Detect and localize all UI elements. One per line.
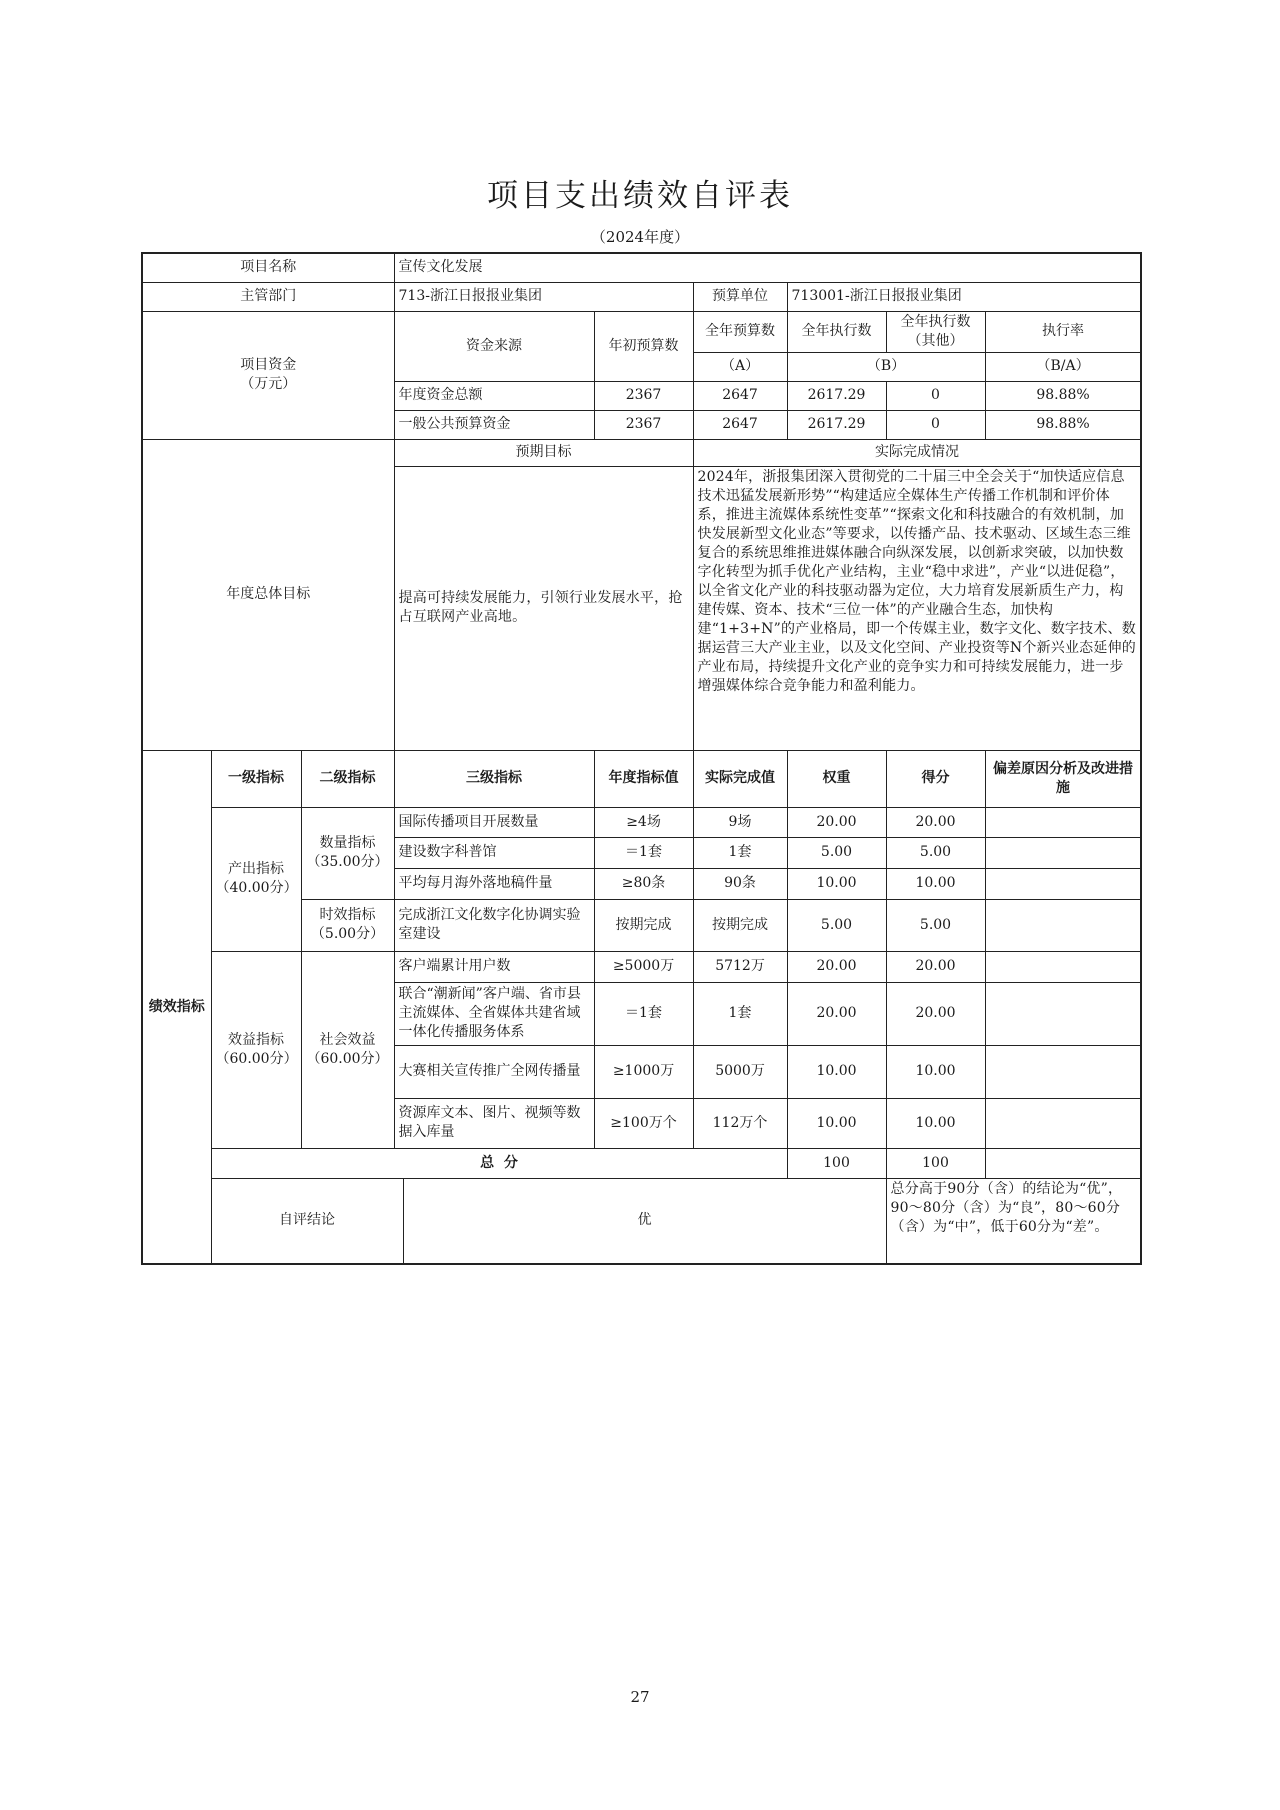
page-number: 27 [630, 1688, 650, 1706]
indicator-score: 10.00 [886, 1045, 985, 1098]
indicator-target: ≥1000万 [594, 1045, 693, 1098]
funds-row-rate: 98.88% [985, 381, 1141, 410]
indicator-score: 10.00 [886, 868, 985, 899]
page-subtitle: （2024年度） [590, 228, 690, 246]
output-group: 产出指标（40.00分） [211, 807, 301, 951]
funds-row-budget: 2647 [693, 410, 787, 439]
evaluation-table [141, 252, 1142, 1265]
goals-expected-header: 预期目标 [394, 439, 693, 466]
indicator-target: ≥4场 [594, 807, 693, 837]
actual-header: 实际完成值 [693, 750, 787, 807]
indicator-actual: 90条 [693, 868, 787, 899]
indicator-actual: 按期完成 [693, 899, 787, 951]
unit-label: 预算单位 [693, 282, 787, 311]
indicators-label: 绩效指标 [142, 750, 211, 1264]
funds-exec-header: 全年执行数 [787, 311, 886, 352]
total-label: 总 分 [211, 1148, 787, 1178]
indicator-actual: 1套 [693, 982, 787, 1045]
indicator-target: ＝1套 [594, 982, 693, 1045]
indicator-name: 联合“潮新闻”客户端、省市县主流媒体、全省媒体共建省域一体化传播服务体系 [394, 982, 594, 1045]
indicator-analysis [985, 899, 1141, 951]
funds-row-exec: 2617.29 [787, 381, 886, 410]
indicator-analysis [985, 951, 1141, 982]
project-name-value: 宣传文化发展 [394, 253, 1141, 282]
unit-value: 713001-浙江日报报业集团 [787, 282, 1141, 311]
total-analysis [985, 1148, 1141, 1178]
indicator-score: 5.00 [886, 899, 985, 951]
funds-row-other: 0 [886, 410, 985, 439]
level2-header: 二级指标 [301, 750, 394, 807]
dept-label: 主管部门 [142, 282, 394, 311]
indicator-score: 5.00 [886, 837, 985, 868]
funds-row-budget: 2647 [693, 381, 787, 410]
weight-header: 权重 [787, 750, 886, 807]
indicator-weight: 10.00 [787, 1098, 886, 1148]
page-title: 项目支出绩效自评表 [487, 178, 793, 214]
project-name-label: 项目名称 [142, 253, 394, 282]
funds-budget-header: 全年预算数 [693, 311, 787, 352]
funds-rate-header: 执行率 [985, 311, 1141, 352]
indicator-analysis [985, 1098, 1141, 1148]
target-header: 年度指标值 [594, 750, 693, 807]
conclusion-label: 自评结论 [211, 1178, 403, 1264]
benefit-group: 效益指标（60.00分） [211, 951, 301, 1148]
indicator-name: 大赛相关宣传推广全网传播量 [394, 1045, 594, 1098]
level3-header: 三级指标 [394, 750, 594, 807]
indicator-analysis [985, 807, 1141, 837]
total-weight: 100 [787, 1148, 886, 1178]
indicator-analysis [985, 837, 1141, 868]
conclusion-note: 总分高于90分（含）的结论为“优”，90～80分（含）为“良”，80～60分（含）为“中”，低于60分为“差”。 [886, 1178, 1141, 1264]
conclusion-value: 优 [403, 1178, 886, 1264]
funds-row-initial: 2367 [594, 410, 693, 439]
funds-initial-header: 年初预算数 [594, 311, 693, 381]
indicator-weight: 5.00 [787, 837, 886, 868]
score-header: 得分 [886, 750, 985, 807]
indicator-weight: 10.00 [787, 868, 886, 899]
funds-source-header: 资金来源 [394, 311, 594, 381]
indicator-analysis [985, 1045, 1141, 1098]
indicator-actual: 1套 [693, 837, 787, 868]
indicator-target: 按期完成 [594, 899, 693, 951]
indicator-name: 资源库文本、图片、视频等数据入库量 [394, 1098, 594, 1148]
level1-header: 一级指标 [211, 750, 301, 807]
goals-actual-header: 实际完成情况 [693, 439, 1141, 466]
funds-row-exec: 2617.29 [787, 410, 886, 439]
funds-row-source: 一般公共预算资金 [394, 410, 594, 439]
goals-label: 年度总体目标 [142, 439, 394, 750]
indicator-weight: 20.00 [787, 807, 886, 837]
indicator-name: 完成浙江文化数字化协调实验室建设 [394, 899, 594, 951]
indicator-score: 10.00 [886, 1098, 985, 1148]
indicator-weight: 20.00 [787, 982, 886, 1045]
indicator-analysis [985, 982, 1141, 1045]
indicator-target: ≥80条 [594, 868, 693, 899]
funds-other-header: 全年执行数（其他） [886, 311, 985, 352]
indicator-score: 20.00 [886, 807, 985, 837]
indicator-weight: 10.00 [787, 1045, 886, 1098]
indicator-target: ＝1套 [594, 837, 693, 868]
funds-row-other: 0 [886, 381, 985, 410]
dept-value: 713-浙江日报报业集团 [394, 282, 693, 311]
funds-row-initial: 2367 [594, 381, 693, 410]
funds-a-label: （A） [693, 352, 787, 381]
funds-label: 项目资金 （万元） [142, 311, 394, 439]
indicator-analysis [985, 868, 1141, 899]
quantity-group: 数量指标（35.00分） [301, 807, 394, 899]
funds-ba-label: （B/A） [985, 352, 1141, 381]
indicator-target: ≥100万个 [594, 1098, 693, 1148]
funds-b-label: （B） [787, 352, 985, 381]
indicator-score: 20.00 [886, 982, 985, 1045]
goals-actual-text: 2024年，浙报集团深入贯彻党的二十届三中全会关于“加快适应信息技术迅猛发展新形势”“构建适应全媒体生产传播工作机制和评价体系，推进主流媒体系统性变革”“探索文化和科技融合的有效机制，加快发展新型文化业态”等要求，以传播产品、技术驱动、区域生态三维复合的系统思维推进媒体融合向纵深发展，以创新求突破，以加快数字化转型为抓手优化产业结构，主业“稳中求进”，产业“以进促稳”，以全省文化产业的科技驱动器为定位，大力培育发展新质生产力，构建传媒、资本、技术“三位一体”的产业融合生态，加快构建“1+3+N”的产业格局，即一个传媒主业，数字文化、数字技术、数据运营三大产业主业，以及文化空间、产业投资等N个新兴业态延伸的产业布局，持续提升文化产业的竞争实力和可持续发展能力，进一步增强媒体综合竞争能力和盈利能力。 [693, 466, 1141, 750]
total-score: 100 [886, 1148, 985, 1178]
indicator-actual: 9场 [693, 807, 787, 837]
social-group: 社会效益（60.00分） [301, 951, 394, 1148]
indicator-actual: 112万个 [693, 1098, 787, 1148]
indicator-weight: 20.00 [787, 951, 886, 982]
indicator-name: 建设数字科普馆 [394, 837, 594, 868]
indicator-name: 国际传播项目开展数量 [394, 807, 594, 837]
funds-row-rate: 98.88% [985, 410, 1141, 439]
analysis-header: 偏差原因分析及改进措施 [985, 750, 1141, 807]
indicator-target: ≥5000万 [594, 951, 693, 982]
goals-expected-text: 提高可持续发展能力，引领行业发展水平，抢占互联网产业高地。 [394, 466, 693, 750]
indicator-name: 平均每月海外落地稿件量 [394, 868, 594, 899]
timeliness-group: 时效指标（5.00分） [301, 899, 394, 951]
indicator-weight: 5.00 [787, 899, 886, 951]
indicator-actual: 5712万 [693, 951, 787, 982]
indicator-score: 20.00 [886, 951, 985, 982]
indicator-name: 客户端累计用户数 [394, 951, 594, 982]
funds-row-source: 年度资金总额 [394, 381, 594, 410]
indicator-actual: 5000万 [693, 1045, 787, 1098]
